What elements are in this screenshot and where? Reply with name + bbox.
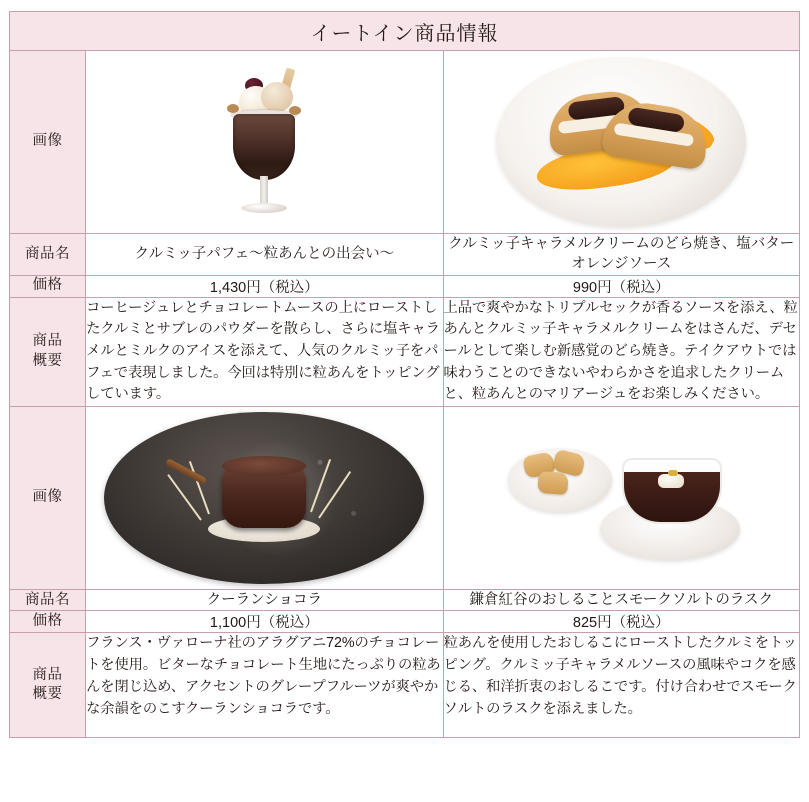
parfait-illustration xyxy=(149,56,379,228)
product-image-cell-4 xyxy=(443,407,799,590)
row-label-price: 価格 xyxy=(10,275,86,297)
product-price-4: 825円（税込） xyxy=(443,611,799,633)
price-row-1 xyxy=(10,275,800,297)
product-price-3: 1,100円（税込） xyxy=(86,611,443,633)
glass-foot-shape xyxy=(241,203,287,213)
row-label-summary-line1: 商品 xyxy=(32,333,63,350)
row-label-image: 画像 xyxy=(10,51,86,234)
product-price-2: 990円（税込） xyxy=(443,275,799,297)
row-label-price: 価格 xyxy=(10,611,86,633)
crumb-shape xyxy=(289,106,301,115)
gold-leaf-shape xyxy=(668,470,678,476)
summary-row-2 xyxy=(10,633,800,738)
ice-cream-scoop-shape xyxy=(261,82,293,112)
oshiruko-illustration xyxy=(496,414,746,582)
eat-in-product-info-table xyxy=(9,11,800,738)
oshiruko-rusk-photo xyxy=(444,407,799,589)
product-name-1: クルミッ子パフェ～粒あんとの出会い～ xyxy=(86,234,443,276)
summary-row-1 xyxy=(10,297,800,407)
row-label-summary-line2: 概要 xyxy=(32,686,63,703)
rusk-shape xyxy=(538,471,569,495)
dorayaki-photo xyxy=(444,51,799,233)
image-row-1 xyxy=(10,51,800,234)
product-summary-text-3: フランス・ヴァローナ社のアラグアニ72%のチョコレートを使用。ビターなチョコレート生地にたっぷりの粒あんを閉じ込め、アクセントのグレープフルーツが爽やかな余韻をのこすクーランショコラです。 xyxy=(86,635,441,717)
product-image-cell-2 xyxy=(443,51,799,234)
table-title-row xyxy=(10,12,800,51)
row-label-summary-line2: 概要 xyxy=(32,352,63,369)
row-label-product-name: 商品名 xyxy=(10,590,86,611)
parfait-photo xyxy=(86,51,442,233)
product-price-1: 1,430円（税込） xyxy=(86,275,443,297)
product-name-3: クーランショコラ xyxy=(86,590,443,611)
dark-plate-shape xyxy=(104,412,424,584)
coulant-chocolat-photo xyxy=(86,407,442,589)
product-summary-4 xyxy=(443,633,799,738)
product-summary-text-2: 上品で爽やかなトリプルセックが香るソースを添え、粒あんとクルミッ子キャラメルクリームをはさんだ、デセールとして楽しむ新感覚のどら焼き。テイクアウトでは味わうことのできないやわらかさを追求したクリームと、粒あんとのマリアージュをお楽しみください。 xyxy=(443,299,798,403)
row-label-image: 画像 xyxy=(10,407,86,590)
image-row-2 xyxy=(10,407,800,590)
product-summary-3 xyxy=(86,633,443,738)
chocolate-cake-top-shape xyxy=(222,456,306,476)
glass-bowl-shape xyxy=(233,114,295,180)
product-summary-text-1: コーヒージュレとチョコレートムースの上にローストしたクルミとサブレのパウダーを散らし、さらに塩キャラメルとミルクのアイスを添えて、人気のクルミッ子をパフェで表現しました。今回は特別に粒あんをトッピングしています。 xyxy=(86,299,440,403)
name-row-2 xyxy=(10,590,800,611)
mochi-shape xyxy=(658,474,684,488)
product-summary-2 xyxy=(443,297,799,407)
row-label-summary-line1: 商品 xyxy=(32,666,63,683)
product-name-4: 鎌倉紅谷のおしることスモークソルトのラスク xyxy=(443,590,799,611)
product-name-2: クルミッ子キャラメルクリームのどら焼き、塩バターオレンジソース xyxy=(443,234,799,276)
row-label-summary xyxy=(10,297,86,407)
glass-cup-shape xyxy=(622,458,722,524)
product-image-cell-1 xyxy=(86,51,443,234)
price-row-2 xyxy=(10,611,800,633)
product-summary-text-4: 粒あんを使用したおしるこにローストしたクルミをトッピング。クルミッ子キャラメルソースの風味やコクを感じる、和洋折衷のおしるこです。付け合わせでスモークソルトのラスクを添えました。 xyxy=(443,635,797,717)
name-row-1 xyxy=(10,234,800,276)
product-summary-1 xyxy=(86,297,443,407)
glass-stem-shape xyxy=(260,176,268,206)
row-label-product-name: 商品名 xyxy=(10,234,86,276)
page-title: イートイン商品情報 xyxy=(10,12,800,51)
crumb-shape xyxy=(227,104,239,113)
product-image-cell-3 xyxy=(86,407,443,590)
white-plate-shape xyxy=(496,57,746,227)
row-label-summary xyxy=(10,633,86,738)
